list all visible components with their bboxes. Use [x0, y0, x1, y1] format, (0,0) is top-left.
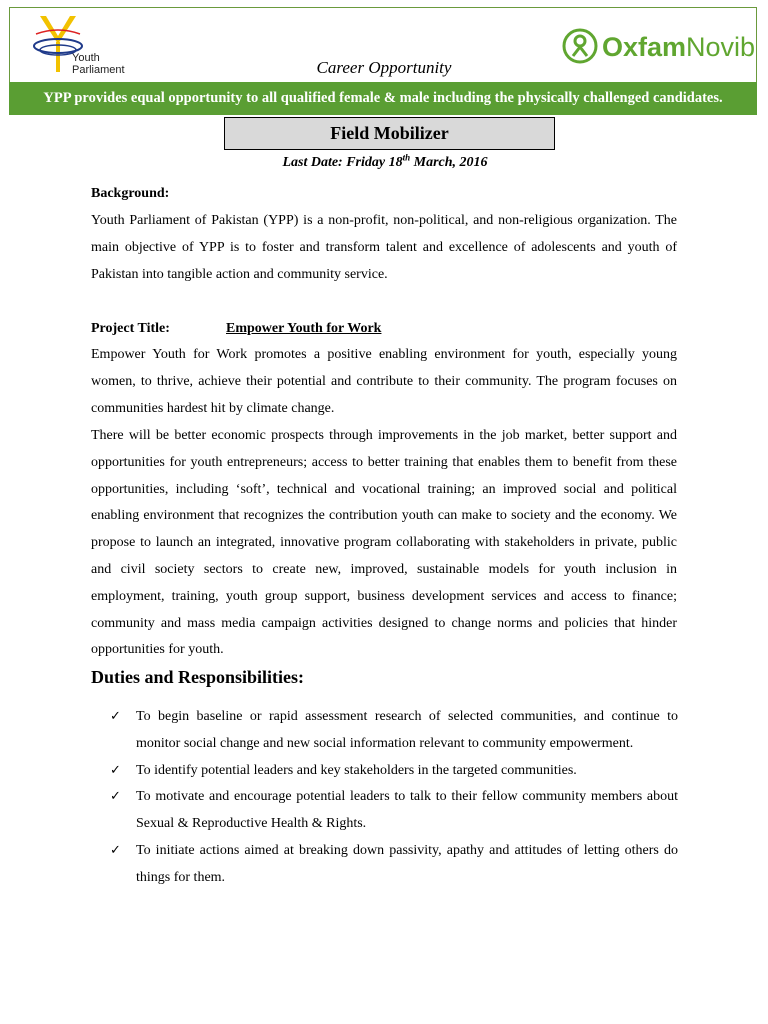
duty-text: To identify potential leaders and key stakeholders in the targeted communities.	[136, 762, 577, 778]
project-paragraph-2: There will be better economic prospects through improvements in the job market, better support and opportunities for youth entrepreneurs; access to better training that enables them to benefit from these opportunities, including ‘soft’, technical and vocational training; an improved social and political enabling environment that recognizes the contribution youth can make to society and the economy. We propose to launch an integrated, innovative program collaborating with stakeholders in private, public and civil society sectors to create new, improved, sustainable models for youth inclusion in employment, training, youth group support, business development services and access to finance; community and mass media campaign activities designed to change norms and policies that hinder opportunities for youth.	[91, 428, 677, 658]
oxfam-word-light: Novib	[686, 32, 756, 62]
last-date-ordinal: th	[402, 152, 411, 163]
last-date	[0, 153, 768, 173]
oxfam-person-icon	[562, 28, 598, 64]
oxfam-wordmark	[602, 30, 755, 64]
project-title-value: Empower Youth for Work	[226, 321, 382, 336]
job-title: Field Mobilizer	[224, 117, 555, 150]
last-date-prefix: Last Date: Friday 18	[282, 155, 403, 170]
background-text: Youth Parliament of Pakistan (YPP) is a non-profit, non-political, and non-religious organization. The main objective of YPP is to foster and transform talent and excellence of adolescents and youth of Pakistan into tangible action and community service.	[91, 213, 677, 282]
duties-list	[110, 704, 678, 892]
oxfam-word-bold: Oxfam	[602, 32, 687, 62]
project-paragraph-1: Empower Youth for Work promotes a positive enabling environment for youth, especially young women, to thrive, achieve their potential and contribute to their community. The program focuses on communities hardest hit by climate change.	[91, 347, 677, 416]
equal-opportunity-banner: YPP provides equal opportunity to all qualified female & male including the physically challenged candidates.	[9, 82, 757, 115]
checkmark-icon: ✓	[110, 709, 121, 724]
project-title-row	[91, 316, 381, 342]
checkmark-icon: ✓	[110, 789, 121, 805]
checkmark-icon: ✓	[110, 842, 121, 858]
duties-heading: Duties and Responsibilities:	[91, 667, 305, 687]
background-heading: Background:	[91, 186, 170, 201]
duty-item	[110, 758, 678, 785]
duty-item	[110, 784, 678, 838]
duty-item	[110, 838, 678, 892]
oxfam-logo	[562, 28, 754, 68]
ypp-logo-line2: Parliament	[72, 64, 125, 76]
checkmark-icon: ✓	[110, 762, 121, 778]
duty-text: To motivate and encourage potential leaders to talk to their fellow community members about Sexual & Reproductive Health & Rights.	[136, 789, 678, 832]
duty-text: To initiate actions aimed at breaking down passivity, apathy and attitudes of letting others do things for them.	[136, 842, 678, 885]
project-title-label: Project Title:	[91, 321, 170, 336]
career-title: Career Opportunity	[316, 58, 452, 77]
duty-text: To begin baseline or rapid assessment research of selected communities, and continue to monitor social change and new social information relevant to community empowerment.	[136, 709, 678, 751]
ypp-logo-line1: Youth	[72, 52, 100, 64]
duty-item	[110, 704, 678, 758]
last-date-suffix: March, 2016	[410, 155, 488, 170]
